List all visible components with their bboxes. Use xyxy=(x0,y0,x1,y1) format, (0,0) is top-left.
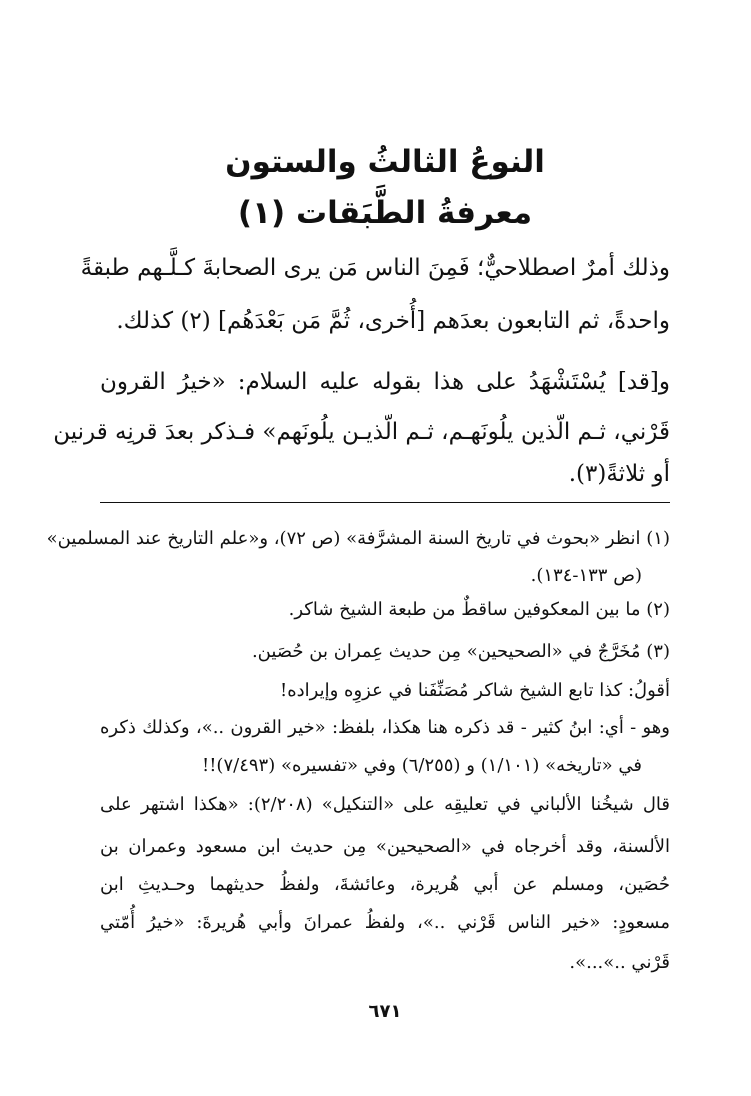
paragraph-line: قَرْني، ثـم الّذين يلُونَهـم، ثـم الّذيـن يلُونَهم» فـذكر بعدَ قرنِه قرنين xyxy=(53,419,670,445)
footnote-line: (١) انظر «بحوث في تاريخ السنة المشرَّفة» (ص ٧٢)، و«علم التاريخ عند المسلمين» xyxy=(46,528,670,549)
footnote-line: حُصَين، ومسلم عن أبي هُريرة، وعائشةَ، ولفظُ حديثهما وحـديثِ ابن xyxy=(100,874,670,895)
footnote-line: (٣) مُخَرَّجٌ في «الصحيحين» مِن حديث عِمران بن حُصَين. xyxy=(251,641,670,662)
footnote-line: الألسنة، وقد أخرجاه في «الصحيحين» مِن حديث ابن مسعود وعمران بن xyxy=(100,836,670,857)
chapter-title: النوعُ الثالثُ والستون xyxy=(225,144,545,180)
footnote-line: مسعودٍ: «خير الناس قَرْني ..»، ولفظُ عمرانَ وأبي هُريرةَ: «خيرُ أُمّتي xyxy=(100,912,670,933)
footnote-line: قال شيخُنا الألباني في تعليقِه على «التنكيل» (٢/٢٠٨): «هكذا اشتهر على xyxy=(100,794,671,815)
footnote-line: قَرْني ..»...». xyxy=(569,952,670,973)
footnote-line: (ص ١٣٣-١٣٤). xyxy=(530,565,642,586)
paragraph-line: أو ثلاثةً(٣). xyxy=(568,461,670,487)
page-number: ٦٧١ xyxy=(368,1001,402,1022)
paragraph-line: وذلك أمرٌ اصطلاحيٌّ؛ فَمِنَ الناس مَن يرى الصحابةَ كـلَّـهم طبقةً xyxy=(80,255,670,281)
footnote-divider xyxy=(100,502,670,503)
footnote-line: (٢) ما بين المعكوفين ساقطٌ من طبعة الشيخ شاكر. xyxy=(288,599,670,620)
paragraph-line: و[قد] يُسْتَشْهَدُ على هذا بقوله عليه السلام: «خيرُ القرون xyxy=(100,369,670,395)
footnote-line: في «تاريخه» (١/١٠١) و (٦/٢٥٥) وفي «تفسيره» (٧/٤٩٣)!! xyxy=(201,755,642,776)
footnote-line: أقولُ: كذا تابع الشيخ شاكر مُصَنِّفَنا في عزوِه وإيراده! xyxy=(279,680,670,701)
footnote-line: وهو - أي: ابنُ كثير - قد ذكره هنا هكذا، بلفظ: «خير القرون ..»، وكذلك ذكره xyxy=(100,717,670,738)
paragraph-line: واحدةً، ثم التابعون بعدَهم [أُخرى، ثُمَّ مَن بَعْدَهُم] (٢) كذلك. xyxy=(116,308,670,334)
chapter-subtitle: معرفةُ الطَّبَقات (١) xyxy=(237,195,533,231)
